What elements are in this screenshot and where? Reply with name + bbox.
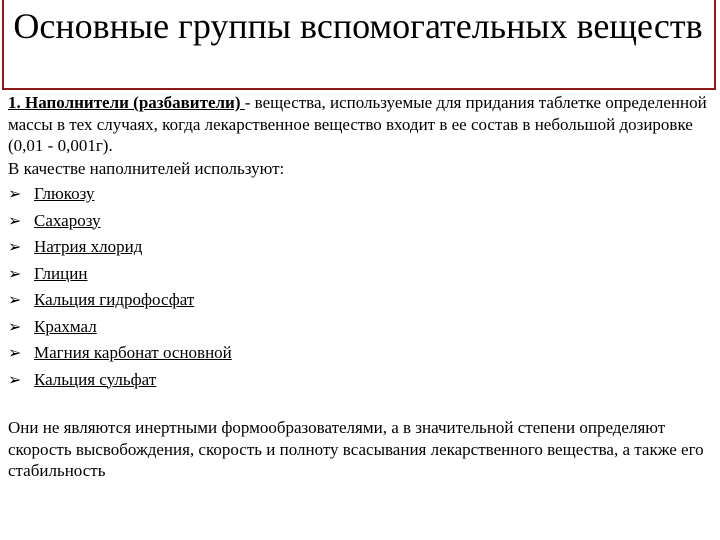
arrow-right-icon: ➢ — [8, 369, 22, 389]
list-item — [8, 342, 712, 369]
filler-list — [8, 183, 712, 395]
list-item — [8, 210, 712, 237]
list-item — [8, 369, 712, 396]
outro-paragraph: Они не являются инертными формообразователями, а в значительной степени определяют скорость высвобождения, скорость и полноту всасывания лекарственного вещества, а также его стабильность — [8, 418, 704, 480]
list-item-text: Кальция гидрофосфат — [34, 290, 195, 309]
list-item — [8, 263, 712, 290]
arrow-right-icon: ➢ — [8, 263, 22, 283]
list-lead: В качестве наполнителей используют: — [8, 158, 285, 178]
arrow-right-icon: ➢ — [8, 290, 22, 309]
intro-term: 1. Наполнители (разбавители) — [8, 93, 245, 112]
list-item — [8, 183, 712, 210]
list-item — [8, 289, 712, 316]
arrow-right-icon: ➢ — [8, 184, 22, 203]
list-item-text: Крахмал — [34, 316, 97, 336]
intro-text: - вещества, используемые для придания таблетке определенной массы в тех случаях, когда лекарственное вещество входит в ее состав в небольшой дозировке (0,01 - 0,001г). — [8, 93, 707, 155]
list-item-text: Глицин — [34, 263, 88, 283]
list-item-text: Магния карбонат основной — [34, 343, 232, 362]
list-item — [8, 316, 712, 343]
list-item-text: Кальция сульфат — [34, 369, 157, 389]
list-item — [8, 236, 712, 263]
intro-paragraph — [8, 92, 712, 157]
slide-content — [8, 92, 712, 482]
list-item-text: Глюкозу — [34, 184, 95, 203]
arrow-right-icon: ➢ — [8, 343, 22, 362]
arrow-right-icon: ➢ — [8, 210, 22, 230]
list-item-text: Натрия хлорид — [34, 237, 143, 256]
arrow-right-icon: ➢ — [8, 237, 22, 256]
arrow-right-icon: ➢ — [8, 316, 22, 336]
slide-title: Основные группы вспомогательных веществ — [13, 6, 703, 46]
list-item-text: Сахарозу — [34, 210, 101, 230]
